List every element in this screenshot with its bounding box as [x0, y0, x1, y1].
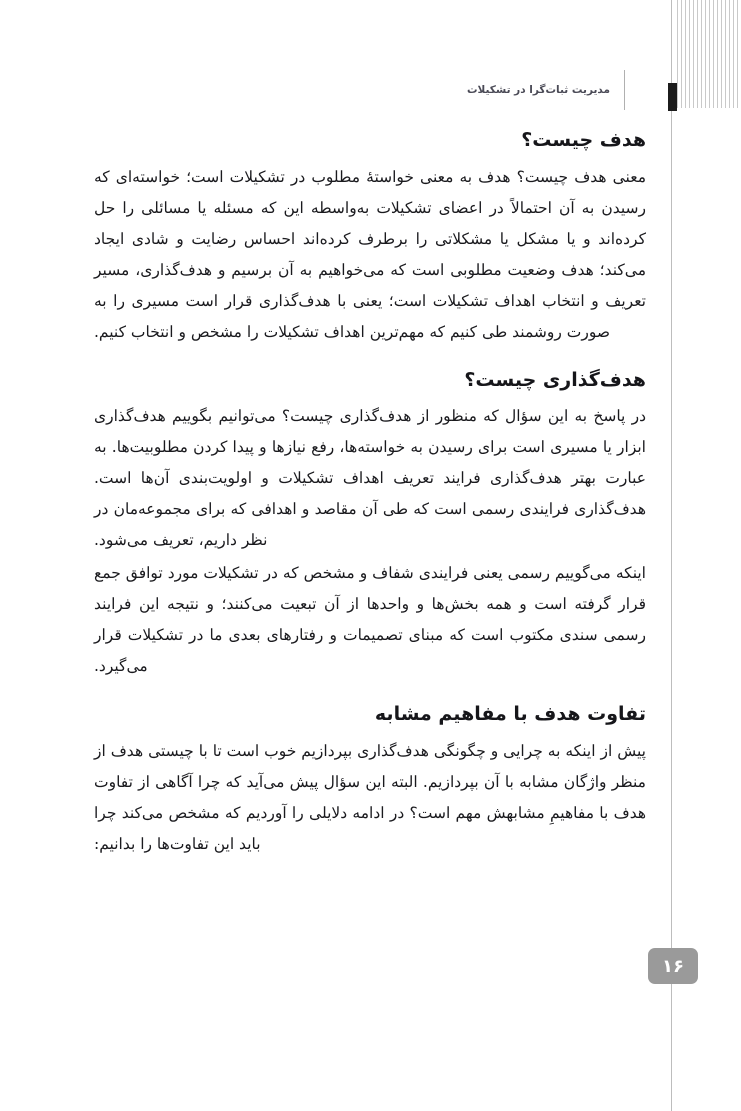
paragraph-goal-definition: معنی هدف چیست؟ هدف به معنی خواستهٔ مطلوب در تشکیلات است؛ خواسته‌ای که رسیدن به آن احتمالاً در اعضای تشکیلات به‌واسطه این که مسئله یا مسائلی را حل کرده‌اند و یا مشکل یا مشکلاتی را برطرف کرده‌اند احساس رضایت و شادی ایجاد می‌کند؛ هدف وضعیت مطلوبی است که می‌خواهیم به آن برسیم و هدف‌گذاری، مسیر تعریف و انتخاب اهداف تشکیلات است؛ یعنی با هدف‌گذاری قرار است مسیری را به صورت روشمند طی کنیم که مهم‌ترین اهداف تشکیلات را مشخص و انتخاب کنیم. [94, 167, 646, 341]
paragraph-goal-setting-2: اینکه می‌گوییم رسمی یعنی فرایندی شفاف و مشخص که در تشکیلات مورد توافق جمع قرار گرفته است و همه بخش‌ها و واحدها از آن تبعیت می‌کنند؛ و نتیجه این فرایند رسمی سندی مکتوب است که مبنای تصمیمات و رفتارهای بعدی ما در تشکیلات قرار می‌گیرد. [94, 564, 646, 676]
header-divider-rule [624, 70, 625, 110]
section-heading-goal-setting: هدف‌گذاری چیست؟ [464, 368, 646, 391]
running-header [116, 70, 625, 110]
chapter-marker-tab [668, 83, 677, 111]
page-number-badge: ۱۶ [648, 948, 698, 984]
running-header-title: مدیریت ثبات‌گرا در تشکیلات [466, 84, 610, 96]
paragraph-goal-setting-1: در پاسخ به این سؤال که منظور از هدف‌گذاری چیست؟ می‌توانیم بگوییم هدف‌گذاری ابزار یا مسیری است برای رسیدن به خواسته‌ها، رفع نیازها و پیدا کردن مطلوبیت‌ها. به عبارت بهتر هدف‌گذاری فرایند تعریف اهداف تشکیلات و اولویت‌بندی آن‌ها است. هدف‌گذاری فرایندی رسمی است که طی آن مقاصد و اهدافی که برای مجموعه‌مان در نظر داریم، تعریف می‌شود. [94, 407, 646, 550]
stripe-band-decoration [677, 0, 741, 108]
section-heading-goal-vs-similar-concepts: تفاوت هدف با مفاهیم مشابه [374, 703, 646, 726]
paragraph-goal-vs-similar-concepts: پیش از اینکه به چرایی و چگونگی هدف‌گذاری بپردازیم خوب است تا با چیستی هدف از منظر واژگان مشابه با آن بپردازیم. البته این سؤال پیش می‌آید که چرا آگاهی از تفاوت هدف با مفاهیمِ مشابهش مهم است؟ در ادامه دلایلی را آوردیم که مشخص می‌کند چرا باید این تفاوت‌ها را بدانیم: [94, 741, 646, 853]
page-content [94, 128, 646, 860]
spine-rule-decoration [671, 0, 672, 1111]
section-heading-goal-definition: هدف چیست؟ [521, 129, 646, 151]
